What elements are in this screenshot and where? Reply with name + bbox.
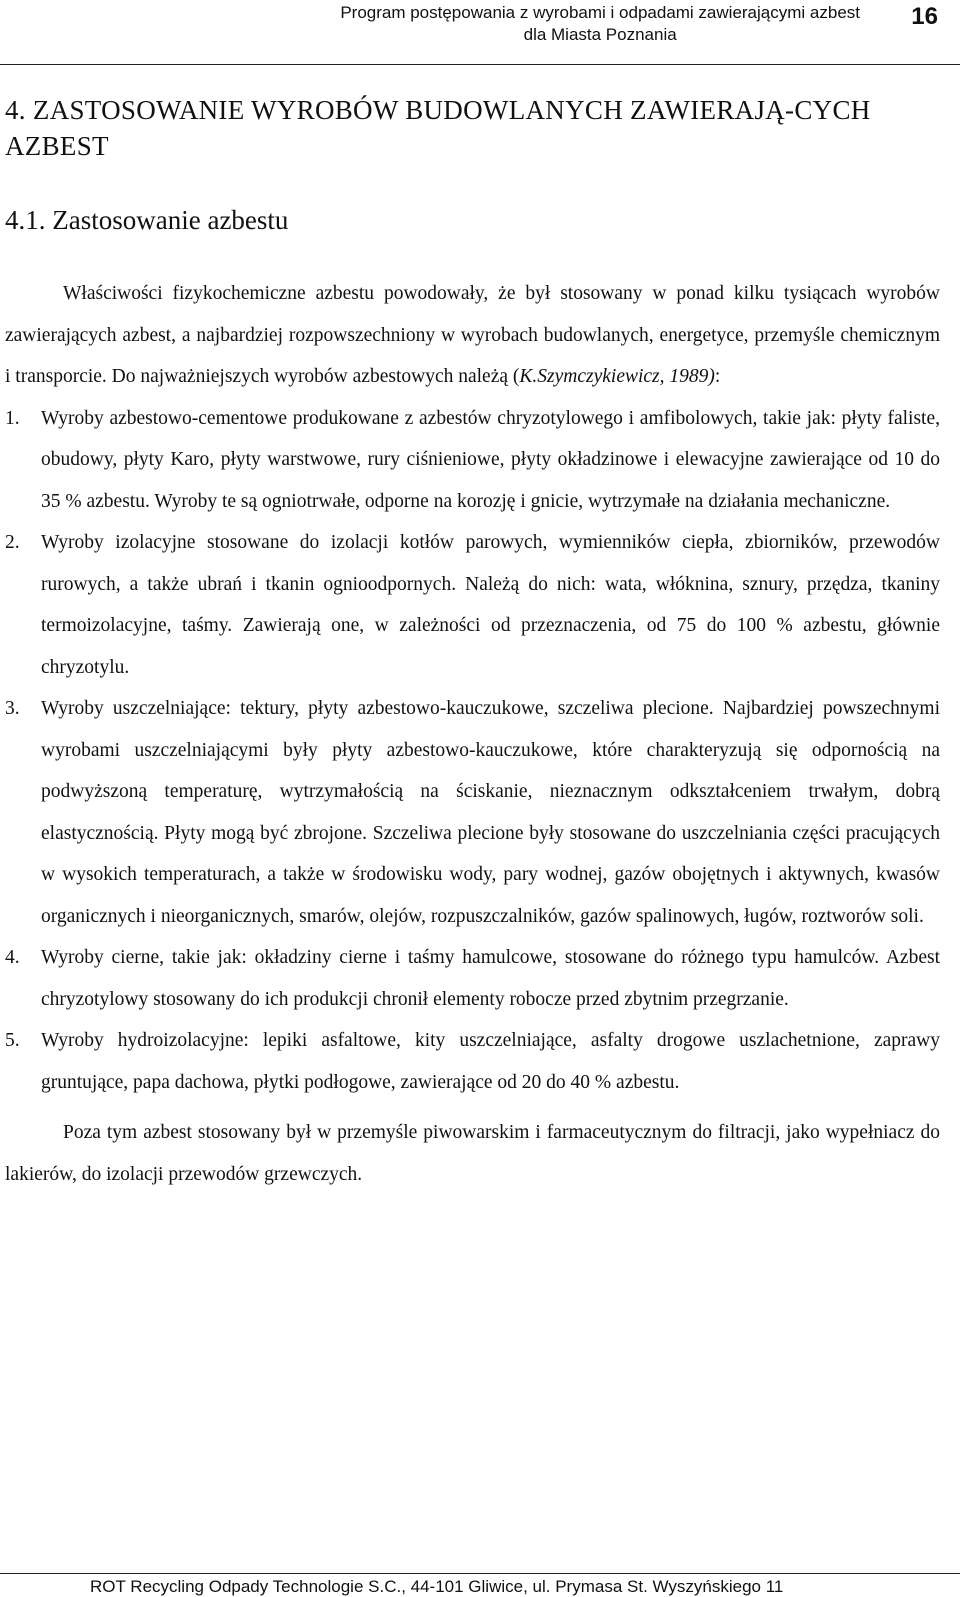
list-item-text: Wyroby hydroizolacyjne: lepiki asfaltowe, kity uszczelniające, asfalty drogowe uszlachetnione, zaprawy gruntujące, papa dachowa, płytki podłogowe, zawierające od 20 do 40 % azbestu. (41, 1030, 940, 1093)
intro-text: Właściwości fizykochemiczne azbestu powodowały, że był stosowany w ponad kilku tysiącach wyrobów zawierających azbest, a najbardziej rozpowszechniony w wyrobach budowlanych, energetyce, przemyśle chemicznym i transporcie. Do najważniejszych wyrobów azbestowych należą ( (5, 283, 940, 387)
list-item-number: 5. (5, 1030, 20, 1051)
header-line-2: dla Miasta Poznania (523, 25, 677, 44)
document-body (5, 92, 940, 1195)
list-item (5, 398, 940, 523)
list-item-text: Wyroby cierne, takie jak: okładziny cierne i taśmy hamulcowe, stosowane do różnego typu hamulców. Azbest chryzotylowy stosowany do ich produkcji chronił elementy robocze przed zbytnim przegrzanie. (41, 947, 940, 1010)
page-number: 16 (911, 3, 938, 30)
list-item (5, 522, 940, 688)
section-title: 4.1. Zastosowanie azbestu (5, 205, 289, 235)
product-list (5, 398, 940, 1104)
header-divider (0, 64, 960, 65)
list-item (5, 1020, 940, 1103)
list-item-text: Wyroby azbestowo-cementowe produkowane z azbestów chryzotylowego i amfibolowych, takie jak: płyty faliste, obudowy, płyty Karo, płyty warstwowe, rury ciśnieniowe, płyty okładzinowe i elewacyjne zawierające od 10 do 35 % azbestu. Wyroby te są ogniotrwałe, odporne na korozję i gnicie, wytrzymałe na działania mechaniczne. (41, 407, 940, 512)
list-item-text: Wyroby uszczelniające: tektury, płyty azbestowo-kauczukowe, szczeliwa plecione. Najbardziej powszechnymi wyrobami uszczelniającymi były płyty azbestowo-kauczukowe, które charakteryzują się odpornością na podwyższoną temperaturę, wytrzymałością na ściskanie, nieznacznym odkształceniem trwałym, dobrą elastycznością. Płyty mogą być zbrojone. Szczeliwa plecione były stosowane do uszczelniania części pracujących w wysokich temperaturach, a także w środowisku wody, pary wodnej, gazów obojętnych i aktywnych, kwasów organicznych i nieorganicznych, smarów, olejów, rozpuszczalników, gazów spalinowych, ługów, roztworów soli. (41, 698, 940, 927)
document-title (340, 2, 860, 46)
page-header (0, 0, 960, 72)
list-item (5, 688, 940, 937)
intro-colon: : (714, 366, 721, 387)
list-item-number: 4. (5, 947, 20, 968)
list-item (5, 937, 940, 1020)
page-footer: ROT Recycling Odpady Technologie S.C., 44-101 Gliwice, ul. Prymasa St. Wyszyńskiego 11 (90, 1577, 784, 1596)
footer-divider (0, 1573, 960, 1574)
list-item-number: 3. (5, 698, 20, 719)
citation: K.Szymczykiewicz, 1989) (519, 366, 715, 387)
list-item-text: Wyroby izolacyjne stosowane do izolacji kotłów parowych, wymienników ciepła, zbiorników, przewodów rurowych, a także ubrań i tkanin ognioodpornych. Należą do nich: wata, włóknina, sznury, przędza, tkaniny termoizolacyjne, taśmy. Zawierają one, w zależności od przeznaczenia, od 75 do 100 % azbestu, głównie chryzotylu. (41, 532, 940, 678)
list-item-number: 2. (5, 532, 20, 553)
header-line-1: Program postępowania z wyrobami i odpadami zawierającymi azbest (340, 3, 860, 22)
intro-paragraph (5, 273, 940, 398)
closing-paragraph: Poza tym azbest stosowany był w przemyśle piwowarskim i farmaceutycznym do filtracji, jako wypełniacz do lakierów, do izolacji przewodów grzewczych. (5, 1122, 940, 1185)
chapter-title: 4. ZASTOSOWANIE WYROBÓW BUDOWLANYCH ZAWIERAJĄ-CYCH AZBEST (5, 95, 871, 161)
list-item-number: 1. (5, 407, 20, 429)
